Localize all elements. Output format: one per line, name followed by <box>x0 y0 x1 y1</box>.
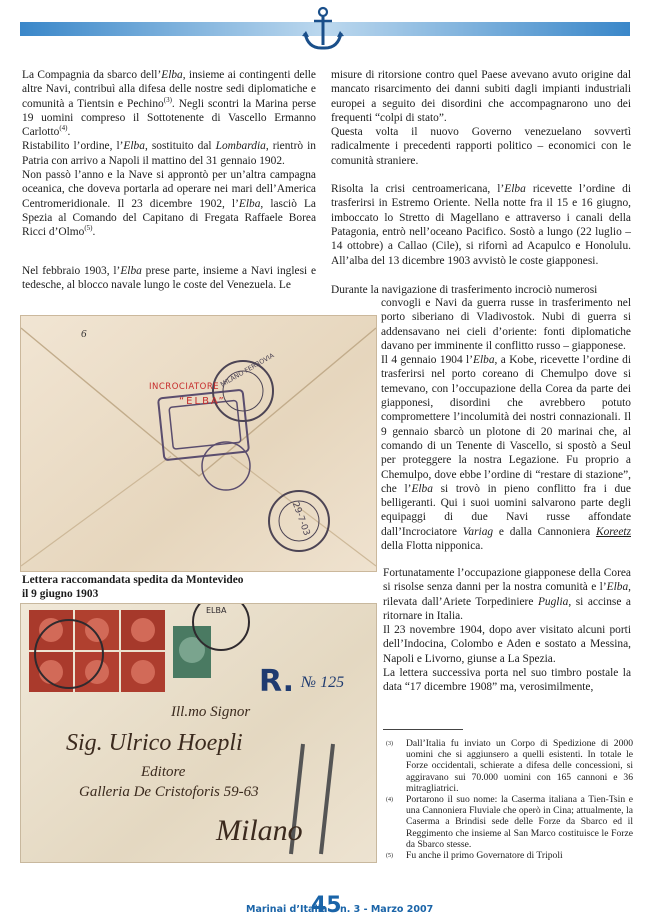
footnote-divider <box>383 729 463 730</box>
postmark-text: ELBA <box>206 606 227 615</box>
paragraph: misure di ritorsione contro quel Paese avevano avuto origine dal mancato risarcimento dei danni subiti dagli impianti industriali europei a seguito dei disordini che accompagnarono uno dei frequenti “colpi di stato”. <box>331 69 631 124</box>
envelope-back-photo <box>20 315 377 572</box>
paragraph: Questa volta il nuovo Governo venezuelano sovvertì radicalmente i precedenti rapporti politico – economici con le comunità straniere. <box>331 126 631 167</box>
footnote-item <box>383 850 633 861</box>
magazine-name: Marinai d’Italia <box>246 904 328 915</box>
addressee-name: Sig. Ulrico Hoepli <box>66 730 243 756</box>
footnote-ref: (3) <box>163 95 172 104</box>
postmark-city: MILANO FERROVIA <box>219 351 276 389</box>
paragraph: Il 23 novembre 1904, dopo aver visitato alcuni porti dell’Indocina, Colombo e Aden e sostato a Messina, Napoli e Livorno, giunse a La Spezia. <box>383 624 631 665</box>
paragraph: convogli e Navi da guerra russe in trasferimento nel porto siberiano di Vladivostok. Nubi di guerra si addensavano nei cieli d’oriente: fonti diplomatiche davano per imminente il conflitto russo – giapponese. <box>381 297 631 352</box>
footnote-ref: (5) <box>84 224 93 233</box>
address-city: Milano <box>216 814 303 847</box>
footnote-text: Dall’Italia fu inviato un Corpo di Spedizione di 2000 uomini che si aggiunsero a quelli esistenti. In totale le Forze occidentali, schierate a difesa delle concessioni, si aggiravano sui 70.000 uomini con 165 cannoni e 36 mitragliatrici. <box>406 738 633 794</box>
footnote-ref: (4) <box>59 124 68 133</box>
paragraph: Non passò l’anno e la Nave si approntò per un’altra campagna oceanica, che doveva portarla ad operare nei mari dell’America Centromeridionale. Il 23 dicembre 1902, l’Elba, lasciò La Spezia al Comando del Capitano di Fregata Raffaele Borea Ricci d’Olmo$^{(5)}$. <box>22 169 316 239</box>
text-column-right-top <box>331 68 631 268</box>
paragraph: La lettera successiva porta nel suo timbro postale la data “17 dicembre 1908” ma, verosimilmente, <box>383 667 631 694</box>
text-column-beside-envelope <box>381 296 631 553</box>
footnote-number: (4) <box>386 797 393 804</box>
page-number: 45 <box>311 893 342 918</box>
corner-mark: 6 <box>81 328 87 340</box>
footnote-number: (5) <box>386 853 393 860</box>
anchor-icon <box>300 5 346 53</box>
registered-mark: R. <box>259 664 295 699</box>
text-column-bottom-right <box>383 566 631 695</box>
ship-stamp-line2: “ELBA” <box>179 396 226 407</box>
paragraph: Ristabilito l’ordine, l’Elba, sostituito dal Lombardia, rientrò in Patria con arrivo a Napoli il mattino del 31 gennaio 1902. <box>22 140 316 167</box>
registered-number: № 125 <box>301 674 345 691</box>
paragraph: Il 4 gennaio 1904 l’Elba, a Kobe, ricevette l’ordine di trasferirsi nel porto coreano di Chemulpo dove si temevano, con l’occupazione della Corea da parte dei giapponesi, disordini che avrebbero potuto compromettere l’incolumità dei nostri connazionali. Il 9 gennaio sbarcò un plotone di 20 marinai che, al comando di un Tenente di Vascello, si spostò a Seul per proteggere la nostra Legazione. Fu proprio a Chemulpo, dove ebbe l’ordine di “restare di stazione”, che l’Elba si trovò in pieno conflitto fra i due belligeranti. Qui i suoi uomini salvarono parte degli equipaggi di due Navi russe affondate dall’Incrociatore Variag e dalla Cannoniera Koreetz della Flotta nipponica. <box>381 354 631 553</box>
paragraph: La Compagnia da sbarco dell’Elba, insieme ai contingenti delle altre Navi, contribuì alla difesa delle nostre sedi diplomatiche e comunità a Tientsin e Pechino$^{(3)}$. Negli scontri la Marina perse 19 uomini compreso il Sottotenente di Vascello Ermanno Carlotto$^{(4)}$. <box>22 69 316 139</box>
paragraph: Durante la navigazione di trasferimento incrociò numerosi <box>331 284 598 296</box>
red-stamp-block <box>29 610 165 692</box>
footnote-text: Fu anche il primo Governatore di Tripoli <box>406 850 563 862</box>
postmark-date: 29-7-03 <box>289 500 312 538</box>
ship-stamp-line1: INCROCIATORE <box>149 382 220 392</box>
footnote-text: Portarono il suo nome: la Caserma italiana a Tien-Tsin e una Cannoniera Fluviale che operò in Cina; attualmente, la Caserma a Brindisi sede delle Forze da Sbarco ed il Reggimento che insieme al San Marco costituisce le Forze da Sbarco stesse. <box>406 794 633 850</box>
addressee-title: Ill.mo Signor <box>171 704 251 720</box>
address-street: Galleria De Cristoforis 59-63 <box>79 784 259 800</box>
text-column-left <box>22 68 316 292</box>
page-footer <box>0 893 650 921</box>
footnote-number: (3) <box>386 741 393 747</box>
issue-info: n. 3 - Marzo 2007 <box>340 904 434 915</box>
footnote-item <box>383 794 633 850</box>
page-header <box>0 0 650 55</box>
addressee-role: Editore <box>141 764 186 780</box>
figure-caption: Lettera raccomandata spedita da Montevideo il 9 giugno 1903 <box>22 574 244 600</box>
paragraph: Risolta la crisi centroamericana, l’Elba ricevette l’ordine di trasferirsi in Estremo Oriente. Nella notte fra il 15 e 16 giugno, imboccato lo Stretto di Magellano e attraverso i canali della Patagonia, entrò nell’oceano Pacifico. Sostò a lungo (22 luglio – 14 ottobre) a Callao (Cile), si rifornì ad Acapulco e Honolulu. All’alba del 13 dicembre 1903 avvistò le coste giapponesi. <box>331 183 631 267</box>
envelope-front-photo <box>20 603 377 863</box>
footnotes <box>383 738 633 861</box>
footnote-item <box>383 738 633 794</box>
paragraph: Nel febbraio 1903, l’Elba prese parte, insieme a Navi inglesi e tedesche, al blocco navale lungo le coste del Venezuela. Le <box>22 264 316 291</box>
paragraph: Fortunatamente l’occupazione giapponese della Corea si risolse senza danni per la nostra comunità e l’Elba, rilevata dall’Ariete Torpediniere Puglia, si accinse a ritornare in Italia. <box>383 567 631 622</box>
